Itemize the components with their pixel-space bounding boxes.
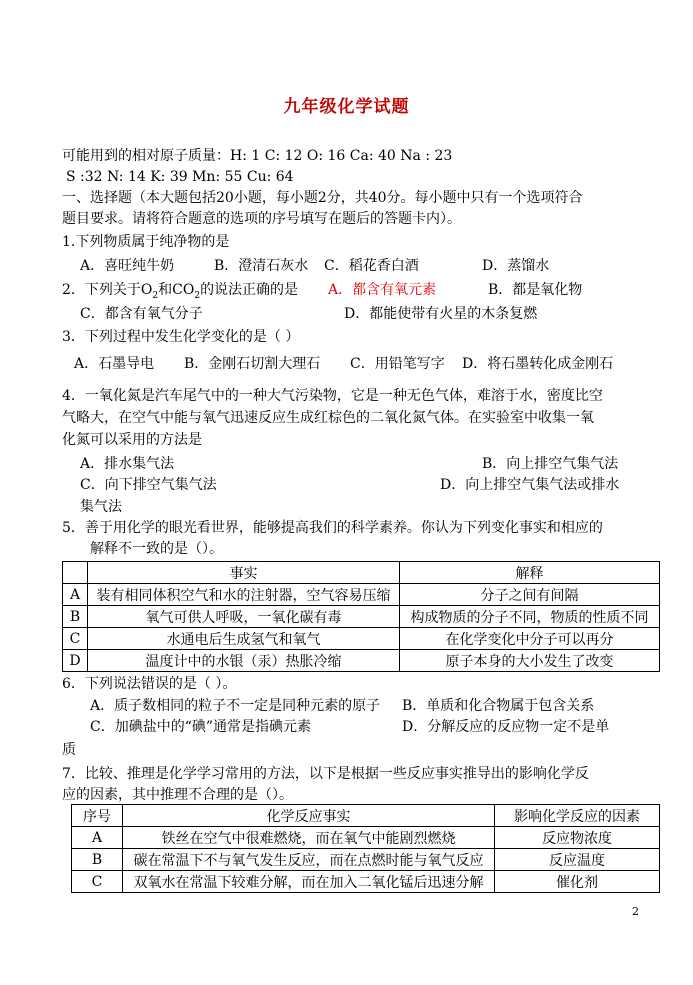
q5-row-explain: 构成物质的分子不同，物质的性质不同 xyxy=(400,606,660,628)
q5-row-fact: 氧气可供人呼吸，一氧化碳有毒 xyxy=(88,606,400,628)
q5-stem-line-2: 解释不一致的是（）。 xyxy=(90,541,223,557)
q7-row-factor: 反应物浓度 xyxy=(495,827,660,849)
q5-row-explain: 在化学变化中分子可以再分 xyxy=(400,628,660,650)
q5-stem-line-1: 5．善于用化学的眼光看世界，能够提高我们的科学素养。你认为下列变化事实和相应的 xyxy=(62,520,603,536)
q7-header-factor: 影响化学反应的因素 xyxy=(495,805,660,827)
q7-row-fact: 双氧水在常温下较难分解，而在加入二氧化锰后迅速分解 xyxy=(123,871,495,893)
q5-header-explain: 解释 xyxy=(400,562,660,584)
q2-stem-prefix: 2．下列关于O xyxy=(62,282,153,298)
q2-option-d: D．都能使带有火星的木条复燃 xyxy=(344,306,538,322)
q4-option-d-line-1: D．向上排空气集气法或排水 xyxy=(440,477,620,493)
q4-stem-line-3: 化氮可以采用的方法是 xyxy=(62,432,202,448)
section1-intro-line-1: 一、选择题（本大题包括20小题，每小题2分，共40分。每小题中只有一个选项符合 xyxy=(62,190,583,206)
q7-row-no: C xyxy=(72,871,123,893)
q5-table xyxy=(62,561,660,672)
q2-stem-suffix: 的说法正确的是 xyxy=(200,282,299,298)
q6-option-d-line-2: 质 xyxy=(62,742,76,758)
q1-option-b: B．澄清石灰水 xyxy=(214,258,309,274)
table-row xyxy=(63,562,660,584)
q3-option-c: C．用铅笔写字 xyxy=(350,356,445,372)
q4-option-b: B．向上排空气集气法 xyxy=(482,456,619,472)
q6-option-a: A．质子数相同的粒子不一定是同种元素的原子 xyxy=(90,698,381,714)
q7-stem-line-1: 7．比较、推理是化学学习常用的方法，以下是根据一些反应事实推导出的影响化学反 xyxy=(62,766,589,782)
q7-stem-line-2: 应的因素，其中推理不合理的是（）。 xyxy=(62,787,293,803)
q5-row-option: B xyxy=(63,606,88,628)
q1-option-a: A．喜旺纯牛奶 xyxy=(80,258,175,274)
table-row xyxy=(72,871,660,893)
q2-sub-1: 2 xyxy=(152,290,159,301)
q1-option-d: D．蒸馏水 xyxy=(482,258,550,274)
q4-option-c: C．向下排空气集气法 xyxy=(80,477,217,493)
q4-stem-line-1: 4．一氧化氮是汽车尾气中的一种大气污染物，它是一种无色气体，难溶于水，密度比空 xyxy=(62,388,603,404)
table-row xyxy=(72,827,660,849)
q7-header-fact: 化学反应事实 xyxy=(123,805,495,827)
section1-intro-line-2: 题目要求。请将符合题意的选项的序号填写在题后的答题卡内）。 xyxy=(62,211,461,227)
q2-option-a: A．都含有氧元素 xyxy=(328,282,437,298)
table-row xyxy=(63,584,660,606)
q3-option-d: D．将石墨转化成金刚石 xyxy=(462,356,614,372)
q4-option-a: A．排水集气法 xyxy=(80,456,175,472)
q1-stem: 1.下列物质属于纯净物的是 xyxy=(62,234,230,250)
q5-row-fact: 水通电后生成氢气和氧气 xyxy=(88,628,400,650)
q7-row-factor: 反应温度 xyxy=(495,849,660,871)
q4-option-d-line-2: 集气法 xyxy=(80,499,122,515)
q5-row-option: C xyxy=(63,628,88,650)
q2-stem xyxy=(62,280,298,306)
q7-row-factor: 催化剂 xyxy=(495,871,660,893)
q3-option-a: A．石墨导电 xyxy=(74,356,155,372)
q7-header-no: 序号 xyxy=(72,805,123,827)
q5-row-option: D xyxy=(63,650,88,672)
q7-row-fact: 铁丝在空气中很难燃烧，而在氧气中能剧烈燃烧 xyxy=(123,827,495,849)
q5-header-fact: 事实 xyxy=(88,562,400,584)
q1-option-c: C．稻花香白酒 xyxy=(324,258,419,274)
q7-table xyxy=(71,804,660,893)
q6-stem: 6．下列说法错误的是（ ）。 xyxy=(62,676,237,692)
q6-option-d-line-1: D．分解反应的反应物一定不是单 xyxy=(402,719,610,735)
q7-row-fact: 碳在常温下不与氧气发生反应，而在点燃时能与氧气反应 xyxy=(123,849,495,871)
q5-row-explain: 分子之间有间隔 xyxy=(400,584,660,606)
q6-option-c: C．加碘盐中的“碘”通常是指碘元素 xyxy=(90,719,312,735)
q5-row-fact: 温度计中的水银（汞）热胀冷缩 xyxy=(88,650,400,672)
q5-row-explain: 原子本身的大小发生了改变 xyxy=(400,650,660,672)
table-row xyxy=(72,849,660,871)
table-row xyxy=(63,606,660,628)
table-row xyxy=(63,628,660,650)
page-number: 2 xyxy=(632,905,639,918)
q2-stem-mid: 和CO xyxy=(158,282,195,298)
q5-row-fact: 装有相同体积空气和水的注射器，空气容易压缩 xyxy=(88,584,400,606)
atomic-mass-line-2: S :32 N: 14 K: 39 Mn: 55 Cu: 64 xyxy=(66,169,294,185)
q7-row-no: A xyxy=(72,827,123,849)
table-row xyxy=(63,650,660,672)
q6-option-b: B．单质和化合物属于包含关系 xyxy=(402,698,595,714)
q5-header-blank xyxy=(63,562,88,584)
page-title: 九年级化学试题 xyxy=(283,97,410,117)
q3-stem: 3．下列过程中发生化学变化的是（ ） xyxy=(62,329,300,345)
q4-stem-line-2: 气略大，在空气中能与氧气迅速反应生成红棕色的二氧化氮气体。在实验室中收集一氧 xyxy=(62,410,594,426)
table-row xyxy=(72,805,660,827)
atomic-mass-line-1: 可能用到的相对原子质量：H: 1 C: 12 O: 16 Ca: 40 Na : 23 xyxy=(62,148,453,164)
q3-option-b: B．金刚石切割大理石 xyxy=(184,356,321,372)
q2-sub-2: 2 xyxy=(194,290,201,301)
q2-option-c: C．都含有氧气分子 xyxy=(80,306,203,322)
q7-row-no: B xyxy=(72,849,123,871)
q5-row-option: A xyxy=(63,584,88,606)
q2-option-b: B．都是氧化物 xyxy=(488,282,583,298)
